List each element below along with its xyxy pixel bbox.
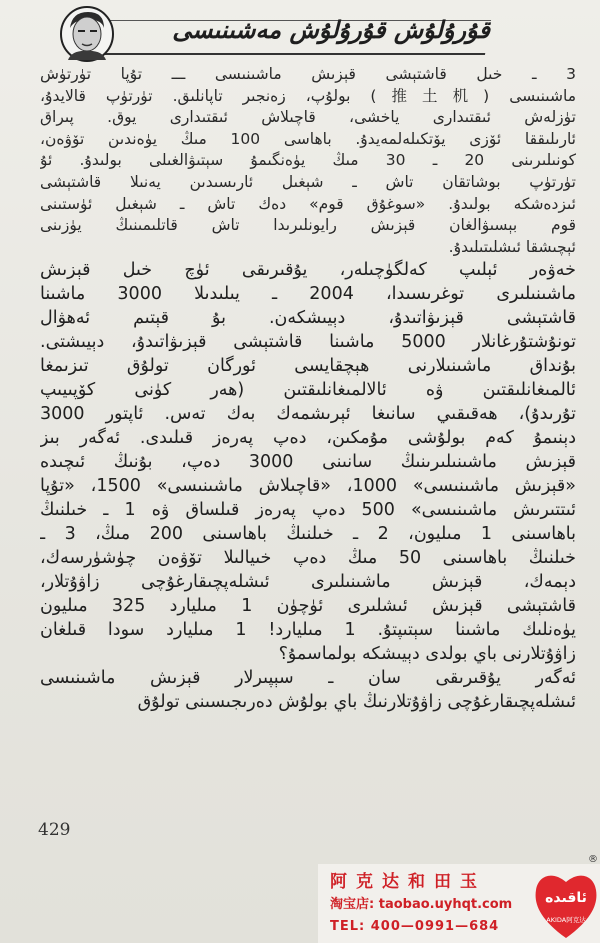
body-text <box>40 64 576 714</box>
text-line: خەۋەر ئېلىپ كەلگۈچىلەر، يۇقىرىقى ئۈچ خىل قېزىش <box>40 260 576 281</box>
header-title: قۇرۇلۇش قۇرۇلۇش مەشىنىسى <box>172 16 490 44</box>
text-line: ئارىلىققا ئۆزى يۆتكىلەلمەيدۇ. باھاسى 100 مىڭ يۈەندىن تۆۋەن، <box>40 129 576 148</box>
text-line: باھاسىنى 1 مىليون، 2 ـ خىلنىڭ باھاسىنى 200 مىڭ، 3 ـ <box>40 524 576 545</box>
text-line: ئېچىشقا ئىشلىتىلىدۇ. <box>448 237 576 256</box>
watermark-ad <box>318 864 600 943</box>
text-line: تۈزلەش ئىقتىدارى ياخشى، قاچىلاش ئىقتىدارى يوق. پىراق <box>40 108 576 127</box>
text-line: ئالمىغانلىقتىن ۋە ئالالمىغانلىقتىن (ھەر كۈنى كۆپىيىپ <box>40 380 576 401</box>
logo-caption: AKIDA阿克达 <box>546 916 586 924</box>
text-line: ئەگەر يۇقىرىقى سان ـ سېپىرلار قېزىش ماشىنىسى <box>40 668 576 689</box>
text-line: تونۇشتۇرغانلار 5000 ماشىنا قاشتېشى قېزىۋاتىدۇ، دېيىشتى. <box>40 332 576 353</box>
text-line: دېمەك، قېزىش ماشىنىلىرى ئىشلەپچىقارغۇچى زاۋۇتلار، <box>40 572 576 593</box>
page-number: 429 <box>38 820 71 840</box>
page-header <box>58 4 500 62</box>
logo-text: ئاقىدە <box>545 890 587 906</box>
ad-shop-name: 阿克达和田玉 <box>330 872 486 892</box>
text-line: كونىلىرىنى 20 ـ 30 مىڭ يۈەنگىمۇ سېتىۋالغىلى بولىدۇ. ئۇ <box>40 151 576 170</box>
text-line: تۈرتۈپ بوشاتقان تاش ـ شېغىل ئارىسىدىن يەنىلا قاشتېشى <box>40 172 576 191</box>
ad-shop-url: 淘宝店: taobao.uyhqt.com <box>330 897 513 912</box>
text-line: قاشتېشى قېزىش ئىشلىرى ئۈچۈن 1 مىليارد 325 مىليون <box>40 596 576 617</box>
text-line: 3 ـ خىل قاشتېشى قېزىش ماشىنىسى ـــ تۇپا تۈرتۈش <box>40 65 576 83</box>
text-line: ماشىنىلىرى توغرىسىدا، 2004 ـ يىلىدىلا 3000 ماشىنا <box>40 284 576 305</box>
text-line: «قېزىش ماشىنىسى» 1000، «قاچىلاش ماشىنىسى» 1500، «تۇپا <box>40 476 576 497</box>
text-line: بۇنداق ماشىنىلارنى ھېچقايسى ئورگان تولۇق تىزىمغا <box>40 356 576 377</box>
text-line: تۇرىدۇ)، ھەقىقىي سانىغا ئېرىشمەك بەك تەس. ئاپتور 3000 <box>40 404 576 425</box>
akida-heart-logo <box>532 866 600 942</box>
ad-text-block <box>330 870 530 938</box>
registered-mark: ® <box>588 854 598 865</box>
text-line: يۈەنلىك ماشىنا سېتىپتۇ. 1 مىليارد! 1 مىليارد سودا قىلغان <box>40 620 576 641</box>
text-line: زاۋۇتلارنى باي بولدى دېيىشكە بولماسمۇ؟ <box>278 644 576 665</box>
text-line: خىلنىڭ باھاسىنى 50 مىڭ دەپ خىيالىلا تۆۋەن چۈشۈرسەك، <box>40 548 576 569</box>
text-line: قوم بېسىۋالغان قېزىش رايونلىرىدا تاش قاتلىمىنىڭ يۈزىنى <box>40 216 576 235</box>
text-line: ئىشلەپچىقارغۇچى زاۋۇتلارنىڭ باي بولۇش دەرىجىسىنى تولۇق <box>137 692 576 713</box>
author-portrait-image <box>58 4 116 62</box>
text-line: دېنىمۇ كەم بولۇشى مۇمكىن، دەپ پەرەز قىلىدى. ئەگەر بىز <box>40 428 576 449</box>
text-line: ئىتتىرىش ماشىنىسى» 500 دەپ پەرەز قىلساق ۋە 1 ـ خىلنىڭ <box>40 500 576 521</box>
text-line: قېزىش ماشىنىلىرىنىڭ سانىنى 3000 دەپ، بۇنىڭ ئىچىدە <box>40 452 576 473</box>
text-line: قاشتېشى قېزىۋاتىدۇ، دېيىشكەن. بۇ قېتىم ئەھۋال <box>40 308 576 329</box>
text-line: ئىزدەشكە بولىدۇ. «سوغۇق قوم» دەك تاش ـ شېغىل ئۈستىنى <box>40 194 576 213</box>
ad-phone: TEL: 400—0991—684 <box>330 919 500 934</box>
text-line: ماشىنىسى (推土机) بولۇپ، زەنجىر تاپانلىق. تۈرتۈپ قالايدۇ، <box>40 86 576 105</box>
